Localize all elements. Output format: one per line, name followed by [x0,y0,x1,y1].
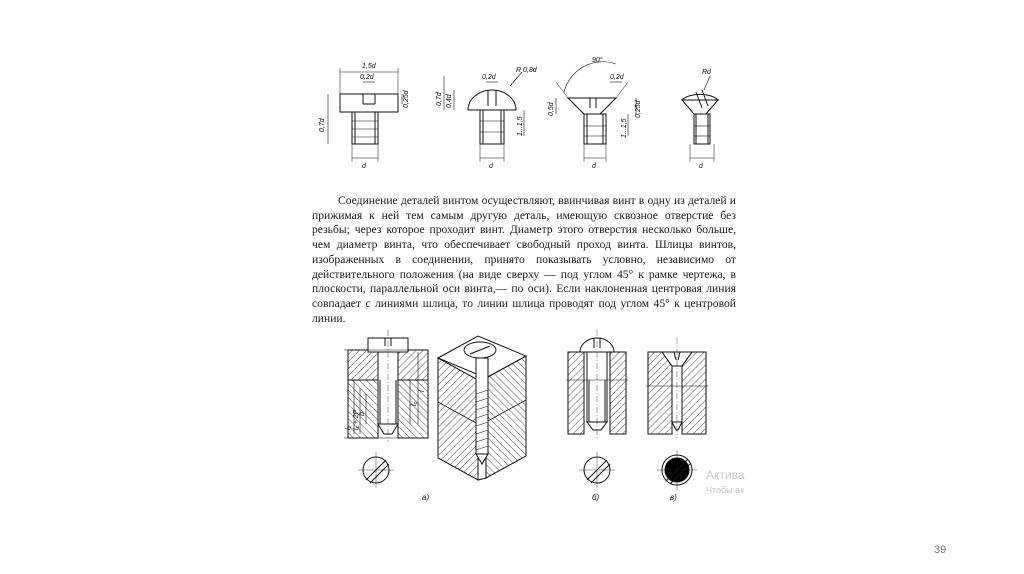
section-view-a [344,330,428,488]
screw-heads-figure [310,46,740,172]
figure-label-v: в) [670,493,677,502]
figure-label-a: а) [422,493,430,502]
dim-label: l₁ + 2P [353,409,360,430]
dim-label: l₁ [345,426,352,430]
dim-label: 0,7d [319,118,326,132]
dim-label: 0,4d [446,94,453,108]
dim-label: R 0,8d [516,67,537,74]
dim-label: 0,25d [403,90,410,108]
screw-round-head [444,72,524,162]
dim-label: l [419,390,426,392]
screw-cylinder-head [328,68,402,162]
figure-label-b: б) [592,493,600,502]
dim-label: 0,7d [436,92,443,106]
dim-label: 90° [592,57,603,64]
dim-label: 1...1,5 [621,118,628,138]
dim-label: d [699,163,703,170]
dim-label: 0,25d [635,100,642,118]
dim-label: l₀ [411,401,418,406]
screw-connections-figure [330,330,730,510]
activation-watermark [706,468,745,498]
dim-label: b [359,412,366,416]
watermark-line-1: Актива [706,468,745,482]
dim-label: Rd [702,69,711,76]
screw-countersunk-head [556,62,636,162]
isometric-block [438,336,526,480]
dim-label: d [362,163,366,170]
watermark-line-2: Чтобы ак [706,485,745,495]
section-view-v [646,338,708,490]
dim-label: d [489,163,493,170]
dim-label: 0,2d [482,74,496,81]
dim-label: 1,5d [362,63,376,70]
dim-label: 1...1,5 [517,116,524,136]
dim-label: 0,2d [610,74,624,81]
dim-label: d [592,163,596,170]
page-number: 39 [934,544,947,556]
body-paragraph: Соединение деталей винтом осуществляют, ввинчивая винт в одну из деталей и прижимая к ней тем самым другую деталь, имеющую сквозное отверстие без резьбы; через которое проходит винт. Диаметр этого отверстия несколько больше, чем диаметр винта, что обеспечивает свободный проход винта. Шлицы винтов, изображенных в соединении, принято показывать условно, независимо от действительного положения (на виде сверху — под углом 45° к рамке чертежа, в плоскости, параллельной оси винта,— по оси). Если наклоненная центровая линия совпадает с линиями шлица, то линии шлица проводят под углом 45° к центровой линии. [312,194,736,325]
screw-raised-countersunk-head [682,76,718,162]
dim-label: 0,5d [548,102,555,116]
section-view-b [566,330,628,488]
dim-label: 0,2d [360,74,374,81]
